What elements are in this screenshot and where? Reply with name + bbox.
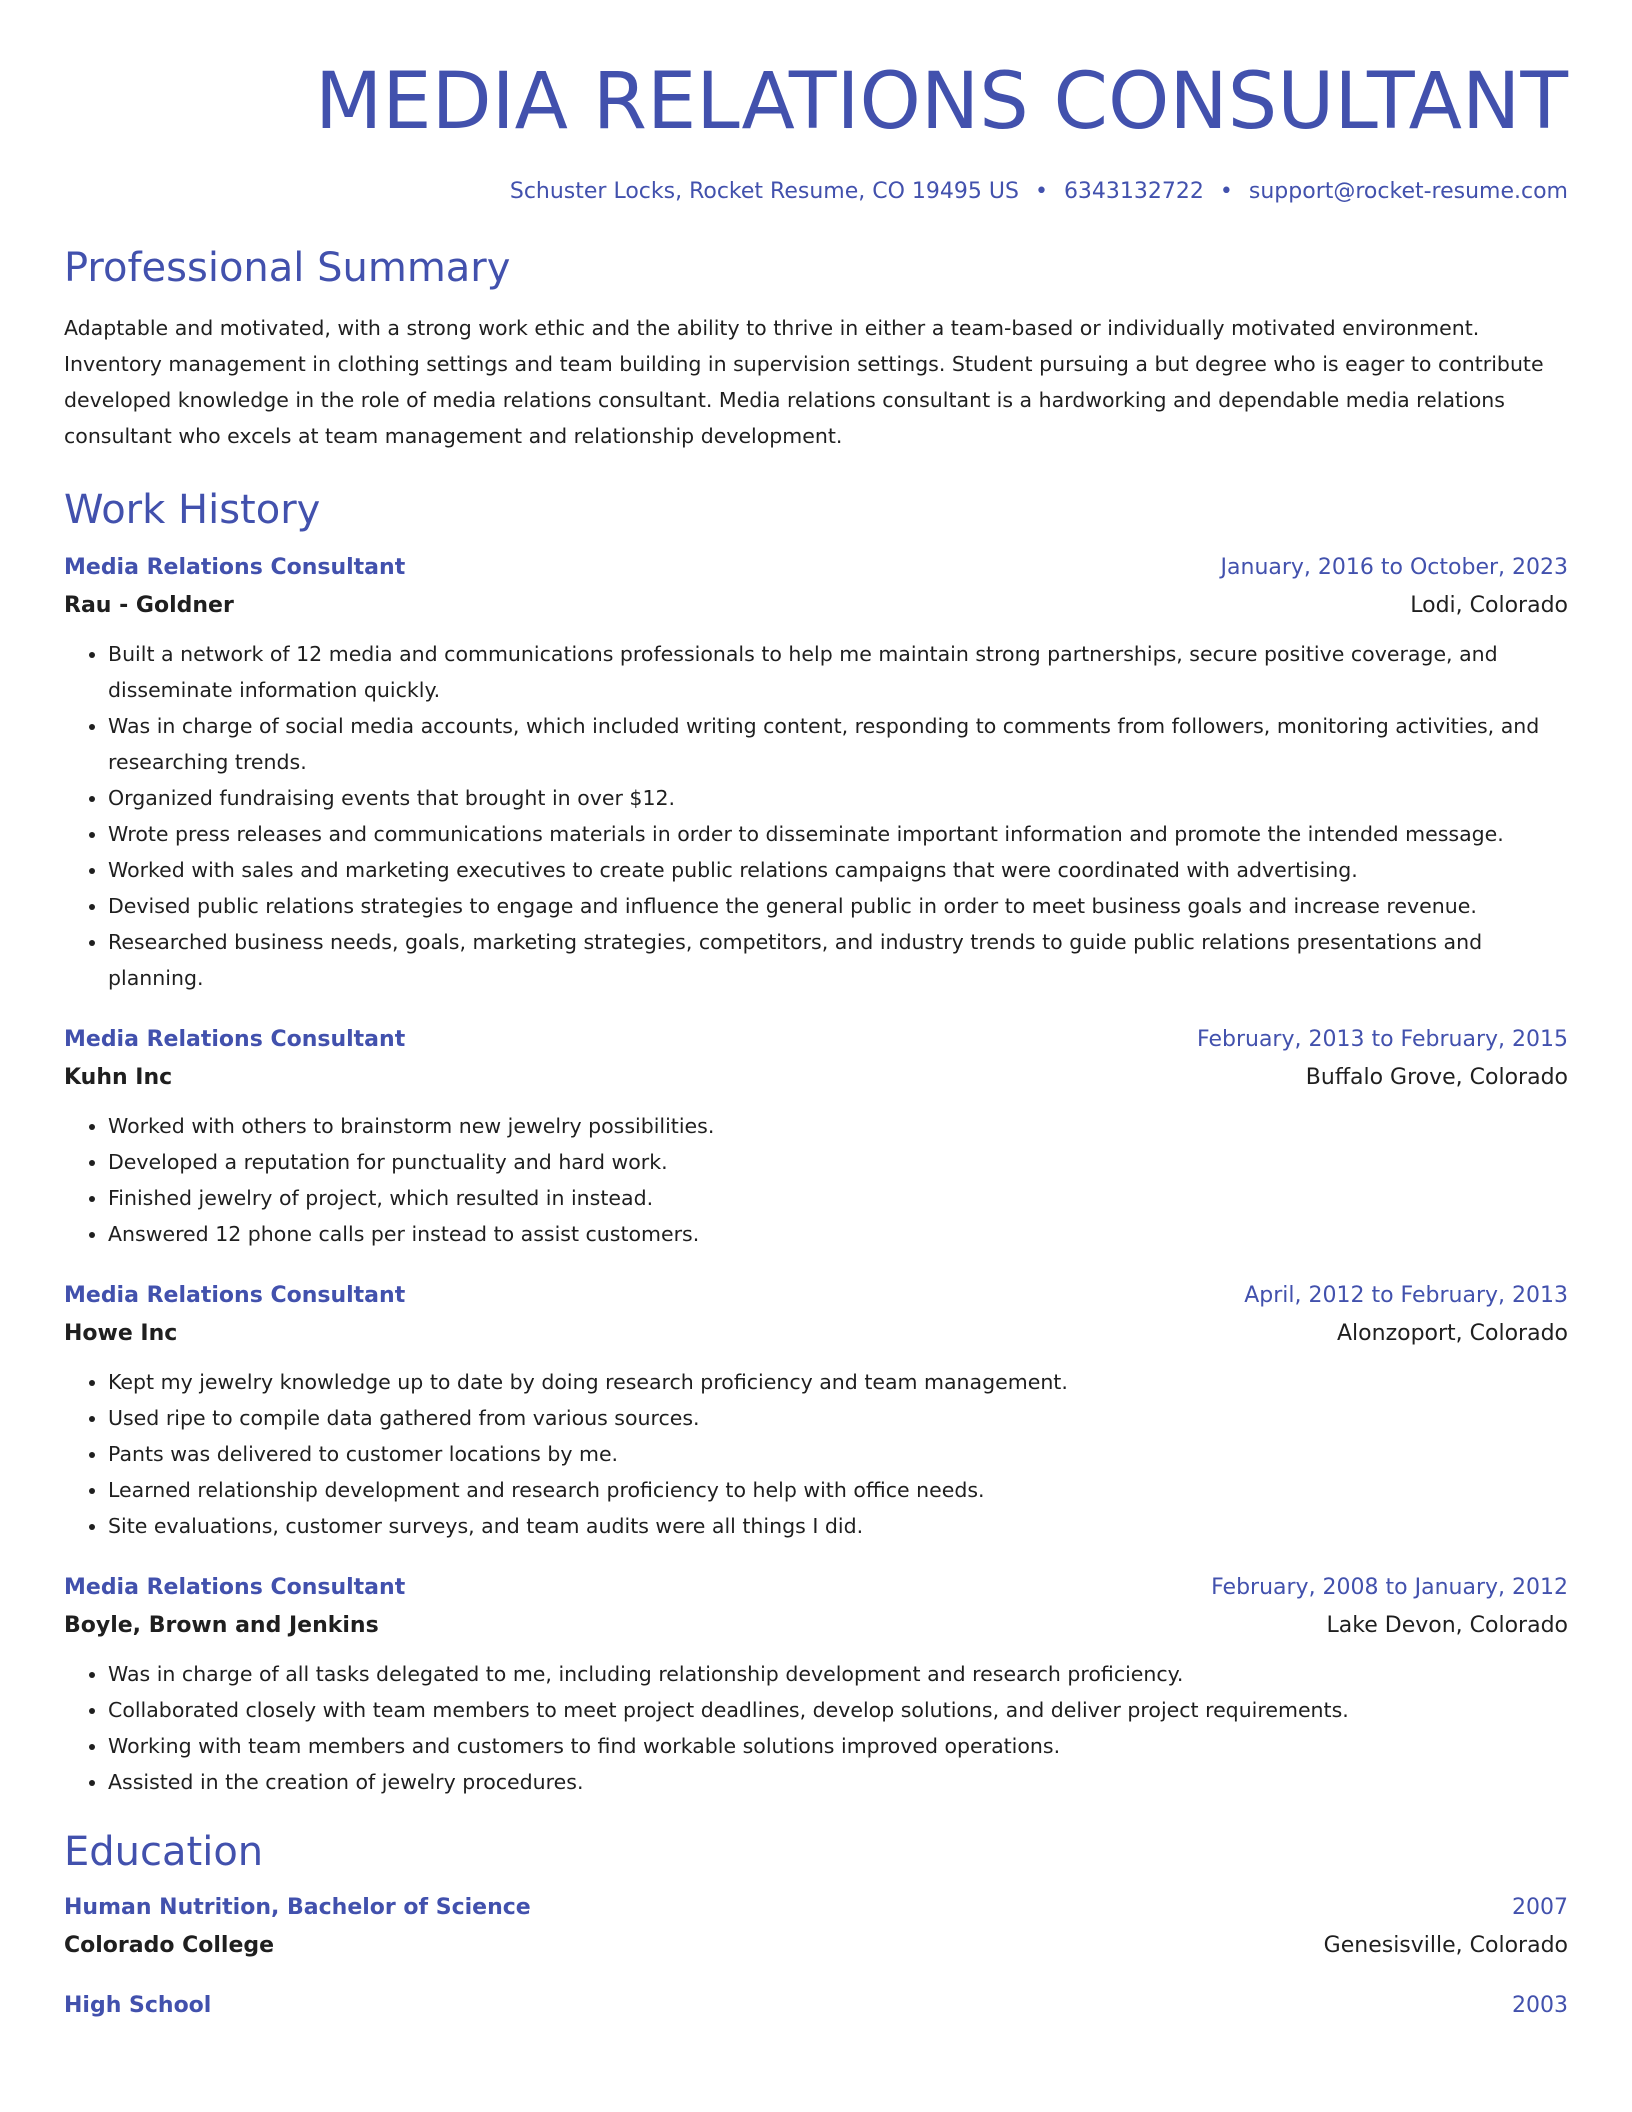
job-dates: January, 2016 to October, 2023 bbox=[1220, 555, 1568, 580]
contact-email: support@rocket-resume.com bbox=[1248, 179, 1568, 204]
job-title: Media Relations Consultant bbox=[64, 555, 406, 580]
job-bullet: • Built a network of 12 media and communications professionals to help me maintain strong partnerships, secure positive coverage, and disseminate information quickly. bbox=[108, 636, 1568, 708]
graduation-year: 2003 bbox=[1512, 1993, 1568, 2018]
summary-text: Adaptable and motivated, with a strong work ethic and the ability to thrive in either a team-based or individually motivated environment. Inventory management in clothing settings and team building in supervision settings. Student pursuing a but degree who is eager to contribute developed knowledge in the role of media relations consultant. Media relations consultant is a hardworking and dependable media relations consultant who excels at team management and relationship development. bbox=[64, 316, 1544, 448]
contact-phone: 6343132722 bbox=[1063, 179, 1204, 204]
job-title: Media Relations Consultant bbox=[64, 1283, 406, 1308]
job-bullet: • Worked with others to brainstorm new jewelry possibilities. bbox=[108, 1108, 1568, 1144]
job-entry bbox=[64, 1278, 1568, 1544]
job-bullet: • Was in charge of social media accounts, which included writing content, responding to comments from followers, monitoring activities, and researching trends. bbox=[108, 708, 1568, 780]
job-entry bbox=[64, 1022, 1568, 1252]
job-dates: February, 2008 to January, 2012 bbox=[1211, 1575, 1568, 1600]
contact-line bbox=[64, 176, 1568, 208]
company-name: Rau - Goldner bbox=[64, 593, 234, 618]
company-name: Boyle, Brown and Jenkins bbox=[64, 1613, 379, 1638]
contact-address: Schuster Locks, Rocket Resume, CO 19495 US bbox=[509, 179, 1019, 204]
job-bullet: • Organized fundraising events that brought in over $12. bbox=[108, 780, 1568, 816]
job-location: Lake Devon, Colorado bbox=[1326, 1613, 1568, 1638]
job-bullet: • Used ripe to compile data gathered from various sources. bbox=[108, 1400, 1568, 1436]
education-heading: Education bbox=[64, 1829, 264, 1875]
job-bullet: • Answered 12 phone calls per instead to assist customers. bbox=[108, 1216, 1568, 1252]
job-entry bbox=[64, 1570, 1568, 1800]
job-bullet: • Assisted in the creation of jewelry procedures. bbox=[108, 1764, 1568, 1800]
job-bullet: • Site evaluations, customer surveys, and team audits were all things I did. bbox=[108, 1508, 1568, 1544]
education-entry bbox=[64, 1890, 1568, 1966]
candidate-name: MEDIA RELATIONS CONSULTANT bbox=[315, 57, 1568, 147]
job-bullet: • Was in charge of all tasks delegated to me, including relationship development and research proficiency. bbox=[108, 1656, 1568, 1692]
work-history-heading: Work History bbox=[64, 487, 321, 533]
job-bullet: • Working with team members and customers to find workable solutions improved operations. bbox=[108, 1728, 1568, 1764]
contact-separator: • bbox=[1219, 179, 1233, 204]
job-bullet: • Researched business needs, goals, marketing strategies, competitors, and industry trends to guide public relations presentations and planning. bbox=[108, 924, 1568, 996]
job-title: Media Relations Consultant bbox=[64, 1027, 406, 1052]
job-bullet: • Collaborated closely with team members to meet project deadlines, develop solutions, and deliver project requirements. bbox=[108, 1692, 1568, 1728]
school-name: Colorado College bbox=[64, 1933, 275, 1958]
job-bullet: • Pants was delivered to customer locations by me. bbox=[108, 1436, 1568, 1472]
job-bullets bbox=[64, 636, 1568, 996]
job-location: Lodi, Colorado bbox=[1410, 593, 1568, 618]
job-dates: February, 2013 to February, 2015 bbox=[1197, 1027, 1568, 1052]
job-location: Alonzoport, Colorado bbox=[1337, 1321, 1568, 1346]
job-bullets bbox=[64, 1364, 1568, 1544]
job-title: Media Relations Consultant bbox=[64, 1575, 406, 1600]
resume-header bbox=[64, 56, 1568, 208]
job-bullet: • Developed a reputation for punctuality and hard work. bbox=[108, 1144, 1568, 1180]
job-bullets bbox=[64, 1108, 1568, 1252]
job-bullet: • Devised public relations strategies to engage and influence the general public in order to meet business goals and increase revenue. bbox=[108, 888, 1568, 924]
job-bullet: • Wrote press releases and communications materials in order to disseminate important information and promote the intended message. bbox=[108, 816, 1568, 852]
job-dates: April, 2012 to February, 2013 bbox=[1244, 1283, 1568, 1308]
degree-title: Human Nutrition, Bachelor of Science bbox=[64, 1895, 531, 1920]
company-name: Howe Inc bbox=[64, 1321, 178, 1346]
job-bullets bbox=[64, 1656, 1568, 1800]
graduation-year: 2007 bbox=[1512, 1895, 1568, 1920]
education-entry bbox=[64, 1988, 1568, 2024]
job-entry bbox=[64, 550, 1568, 996]
job-bullet: • Finished jewelry of project, which resulted in instead. bbox=[108, 1180, 1568, 1216]
job-bullet: • Kept my jewelry knowledge up to date by doing research proficiency and team management. bbox=[108, 1364, 1568, 1400]
school-location: Genesisville, Colorado bbox=[1323, 1933, 1568, 1958]
contact-separator: • bbox=[1034, 179, 1048, 204]
job-bullet: • Learned relationship development and research proficiency to help with office needs. bbox=[108, 1472, 1568, 1508]
job-bullet: • Worked with sales and marketing executives to create public relations campaigns that were coordinated with advertising. bbox=[108, 852, 1568, 888]
job-location: Buffalo Grove, Colorado bbox=[1305, 1065, 1568, 1090]
company-name: Kuhn Inc bbox=[64, 1065, 173, 1090]
degree-title: High School bbox=[64, 1993, 212, 2018]
summary-heading: Professional Summary bbox=[64, 245, 511, 291]
